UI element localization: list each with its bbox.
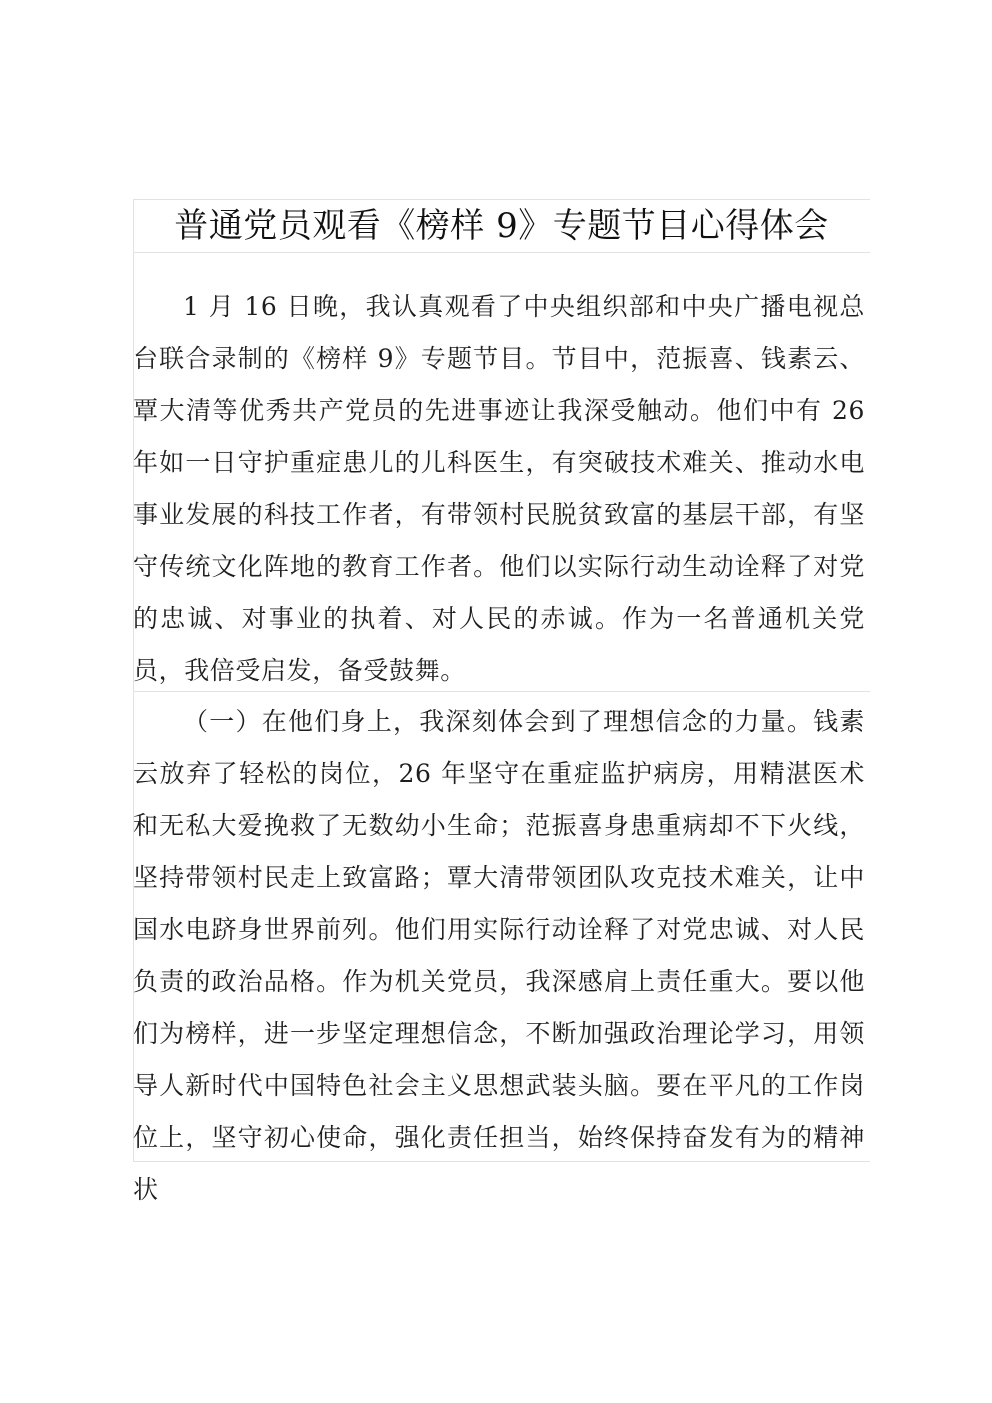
document-title: 普通党员观看《榜样 9》专题节目心得体会 [174, 206, 829, 246]
paragraph-section-one: （一）在他们身上，我深刻体会到了理想信念的力量。钱素云放弃了轻松的岗位，26 年坚守在重症监护病房，用精湛医术和无私大爱挽救了无数幼小生命；范振喜身患重病却不下火线，坚持带领村民走上致富路；覃大清带领团队攻克技术难关，让中国水电跻身世界前列。他们用实际行动诠释了对党忠诚、对人民负责的政治品格。作为机关党员，我深感肩上责任重大。要以他们为榜样，进一步坚定理想信念，不断加强政治理论学习，用领导人新时代中国特色社会主义思想武装头脑。要在平凡的工作岗位上，坚守初心使命，强化责任担当，始终保持奋发有为的精神状 [133, 707, 865, 1204]
paragraph-intro: 1 月 16 日晚，我认真观看了中央组织部和中央广播电视总台联合录制的《榜样 9》专题节目。节目中，范振喜、钱素云、覃大清等优秀共产党员的先进事迹让我深受触动。他们中有 26 年如一日守护重症患儿的儿科医生，有突破技术难关、推动水电事业发展的科技工作者，有带领村民脱贫致富的基层干部，有坚守传统文化阵地的教育工作者。他们以实际行动生动诠释了对党的忠诚、对事业的执着、对人民的赤诚。作为一名普通机关党员，我倍受启发，备受鼓舞。 [133, 292, 865, 685]
frame-line-title-bottom [133, 252, 870, 253]
